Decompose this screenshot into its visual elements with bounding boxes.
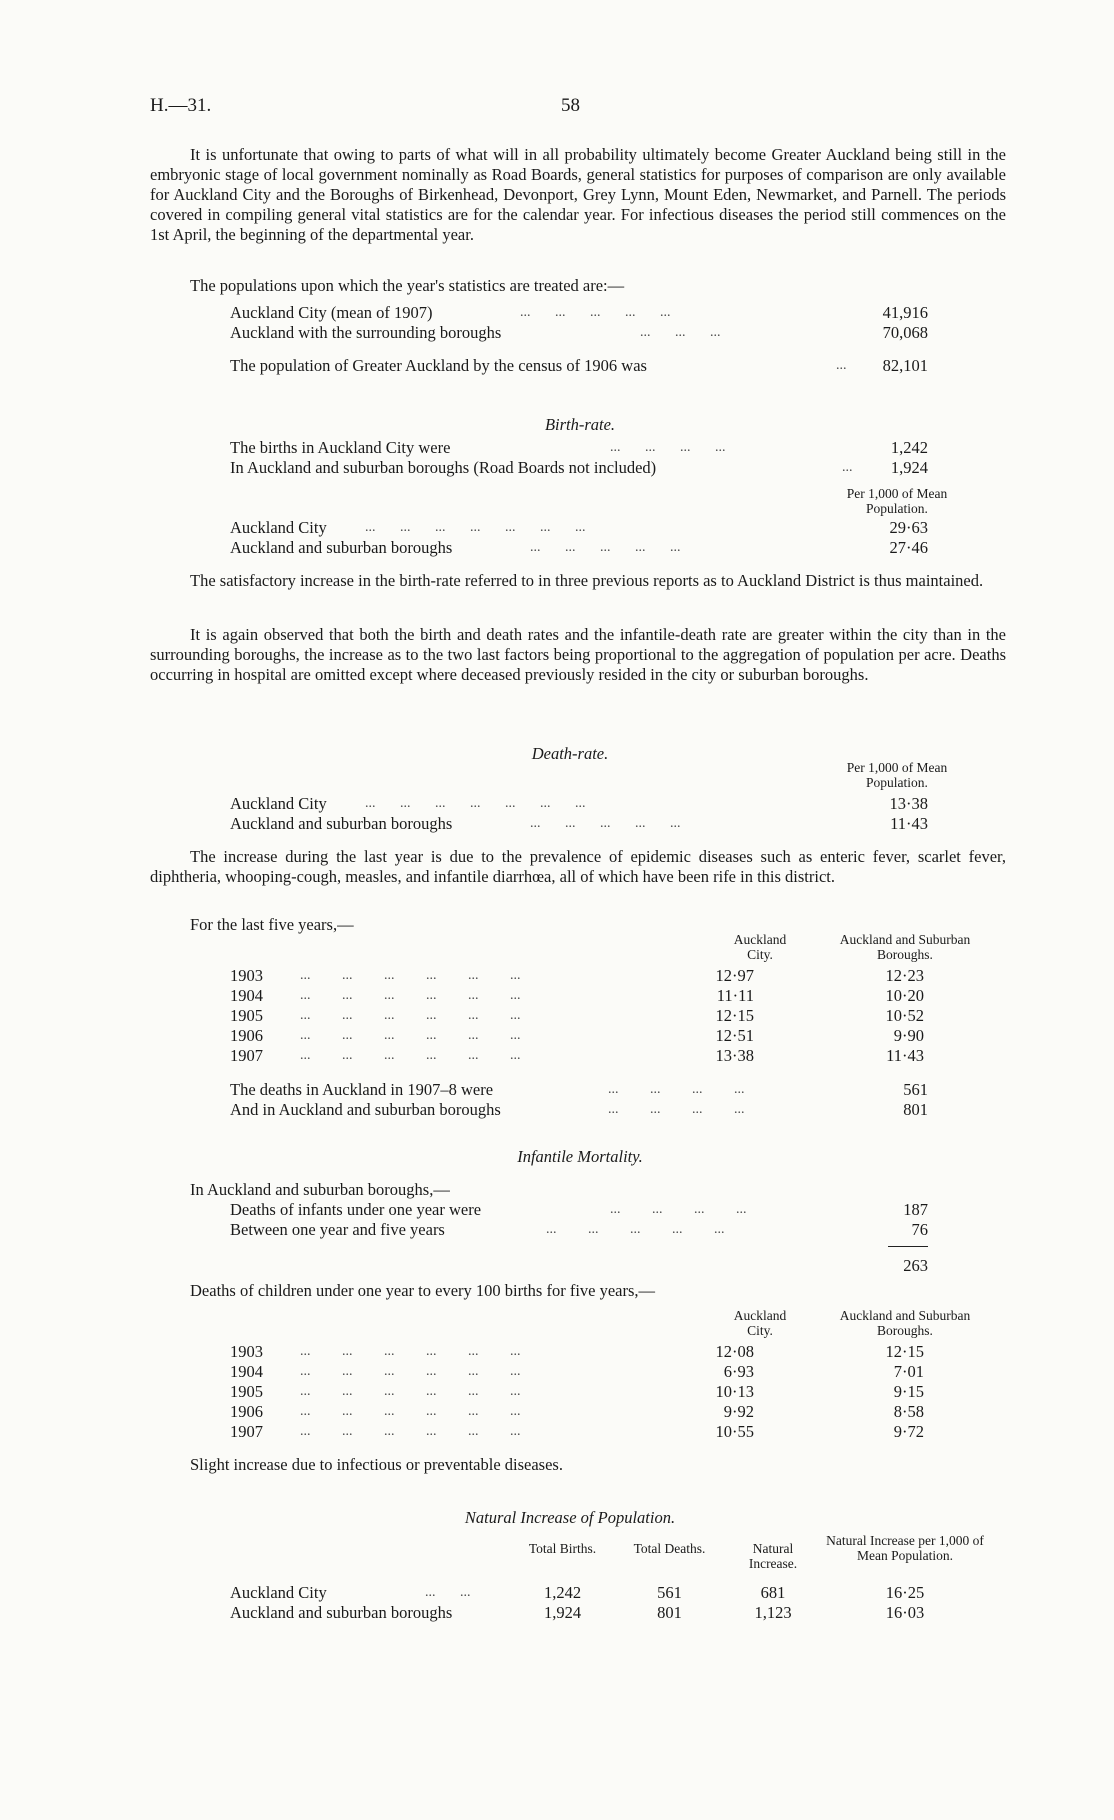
- suburban-value: 10·52: [885, 1006, 924, 1025]
- pop-row-value: 41,916: [882, 303, 928, 322]
- col-header-total-births: Total Births.: [528, 1541, 597, 1556]
- suburban-value: 8·58: [893, 1402, 924, 1421]
- deaths-row-value: 801: [903, 1100, 928, 1119]
- suburban-value: 11·43: [886, 1046, 924, 1065]
- pop-row-label: Auckland City (mean of 1907): [230, 303, 433, 322]
- deaths-row-value: 561: [903, 1080, 928, 1099]
- city-value: 12·08: [715, 1342, 754, 1361]
- births-row-value: 1,242: [890, 438, 928, 457]
- suburban-value: 12·23: [885, 966, 924, 985]
- leader-dots: ... ... ... ...: [610, 1202, 747, 1217]
- leader-dots: ... ... ... ... ... ...: [300, 1344, 521, 1359]
- year-label: 1907: [230, 1046, 263, 1065]
- per100-label: Deaths of children under one year to every 100 births for five years,—: [190, 1281, 656, 1300]
- infantile-mortality-heading: Infantile Mortality.: [517, 1147, 643, 1166]
- year-label: 1904: [230, 1362, 263, 1381]
- births-row-label: The births in Auckland City were: [230, 438, 451, 457]
- year-label: 1906: [230, 1402, 263, 1421]
- deaths-row-label: The deaths in Auckland in 1907–8 were: [230, 1080, 494, 1099]
- leader-dots: ... ... ... ... ...: [530, 816, 681, 831]
- leader-dots: ... ... ... ... ... ...: [300, 1048, 521, 1063]
- leader-dots: ... ... ... ... ... ...: [300, 968, 521, 983]
- leader-dots: ... ... ... ...: [608, 1102, 745, 1117]
- year-label: 1903: [230, 1342, 263, 1361]
- rate-column-header: Per 1,000 of Mean Population.: [846, 760, 948, 790]
- births-row-value: 1,924: [890, 458, 928, 477]
- ni-per1000: 16·25: [885, 1583, 925, 1602]
- city-value: 12·51: [715, 1026, 754, 1045]
- col-header-city: Auckland City.: [733, 1308, 787, 1338]
- year-label: 1905: [230, 1382, 263, 1401]
- page-number: 58: [561, 95, 580, 116]
- natural-increase-heading: Natural Increase of Population.: [464, 1508, 676, 1527]
- leader-dots: ... ... ... ... ...: [520, 305, 671, 320]
- leader-dots: ...: [836, 358, 847, 373]
- leader-dots: ... ... ...: [640, 325, 721, 340]
- suburban-value: 9·15: [893, 1382, 924, 1401]
- city-value: 11·11: [716, 986, 754, 1005]
- suburban-value: 9·72: [893, 1422, 924, 1441]
- five-years-label: For the last five years,—: [190, 915, 354, 934]
- death-rate-row-label: Auckland City: [230, 794, 327, 813]
- ni-births: 1,924: [543, 1603, 582, 1622]
- death-rate-row-value: 11·43: [890, 814, 928, 833]
- ni-deaths: 801: [657, 1603, 682, 1622]
- document-reference: H.—31.: [150, 95, 212, 116]
- births-row-label: In Auckland and suburban boroughs (Road Boards not included): [230, 458, 657, 477]
- leader-dots: ... ... ... ... ... ...: [300, 1028, 521, 1043]
- birth-rate-row-value: 29·63: [889, 518, 928, 537]
- suburban-value: 12·15: [885, 1342, 924, 1361]
- leader-dots: ... ... ... ... ... ... ...: [365, 520, 586, 535]
- ni-births: 1,242: [543, 1583, 582, 1602]
- year-label: 1906: [230, 1026, 263, 1045]
- city-value: 12·97: [715, 966, 754, 985]
- ni-row-label: Auckland and suburban boroughs: [230, 1603, 453, 1622]
- city-value: 10·55: [715, 1422, 754, 1441]
- leader-dots: ... ...: [425, 1585, 471, 1600]
- ni-increase: 1,123: [754, 1603, 792, 1622]
- ni-deaths: 561: [657, 1583, 682, 1602]
- birth-rate-row-label: Auckland City: [230, 518, 327, 537]
- suburban-value: 10·20: [885, 986, 924, 1005]
- leader-dots: ...: [842, 460, 853, 475]
- infantile-row-value: 76: [911, 1220, 928, 1239]
- leader-dots: ... ... ... ... ...: [546, 1222, 725, 1237]
- leader-dots: ... ... ... ... ... ...: [300, 1424, 521, 1439]
- leader-dots: ... ... ... ...: [608, 1082, 745, 1097]
- leader-dots: ... ... ... ... ... ...: [300, 1384, 521, 1399]
- leader-dots: ... ... ... ... ...: [530, 540, 681, 555]
- birth-rate-row-label: Auckland and suburban boroughs: [230, 538, 453, 557]
- pop-row-value: 70,068: [882, 323, 928, 342]
- census-value: 82,101: [882, 356, 928, 375]
- leader-dots: ... ... ... ... ... ...: [300, 1364, 521, 1379]
- deaths-row-label: And in Auckland and suburban boroughs: [230, 1100, 501, 1119]
- infantile-note: Slight increase due to infectious or preventable diseases.: [190, 1455, 563, 1474]
- birth-rate-row-value: 27·46: [889, 538, 928, 557]
- city-value: 10·13: [715, 1382, 754, 1401]
- leader-dots: ... ... ... ...: [610, 440, 726, 455]
- rate-column-header: Per 1,000 of Mean Population.: [846, 486, 948, 516]
- leader-dots: ... ... ... ... ... ...: [300, 1404, 521, 1419]
- col-header-per1000: Natural Increase per 1,000 of Mean Population.: [826, 1533, 984, 1563]
- col-header-suburban: Auckland and Suburban Boroughs.: [839, 1308, 971, 1338]
- year-label: 1907: [230, 1422, 263, 1441]
- col-header-natural-increase: Natural Increase.: [748, 1541, 798, 1571]
- city-value: 9·92: [723, 1402, 754, 1421]
- pop-row-label: Auckland with the surrounding boroughs: [230, 323, 502, 342]
- intro-paragraph: It is unfortunate that owing to parts of what will in all probability ultimately become Greater Auckland being still in the embryonic stage of local government nominally as Road Boards, general statistics for purposes of comparison are only available for Auckland City and the Boroughs of Birkenhead, Devonport, Grey Lynn, Mount Eden, Newmarket, and Parnell. The periods covered in compiling general vital statistics are for the calendar year. For infectious diseases the period still commences on the 1st April, the beginning of the departmental year.: [150, 145, 1006, 244]
- ni-per1000: 16·03: [885, 1603, 925, 1622]
- city-value: 13·38: [715, 1046, 754, 1065]
- birth-rate-heading: Birth-rate.: [544, 415, 616, 434]
- infantile-row-value: 187: [903, 1200, 928, 1219]
- leader-dots: ... ... ... ... ... ...: [300, 1008, 521, 1023]
- populations-intro: The populations upon which the year's statistics are treated are:—: [190, 276, 625, 295]
- leader-dots: ... ... ... ... ... ...: [300, 988, 521, 1003]
- leader-dots: ... ... ... ... ... ... ...: [365, 796, 586, 811]
- death-rate-paragraph: The increase during the last year is due to the prevalence of epidemic diseases such as enteric fever, scarlet fever, diphtheria, whooping-cough, measles, and infantile diarrhœa, all of which have been rife in this district.: [150, 847, 1006, 886]
- birth-rate-paragraph: The satisfactory increase in the birth-rate referred to in three previous reports as to Auckland District is thus maintained.: [190, 571, 984, 590]
- col-header-city: Auckland City.: [733, 932, 787, 962]
- infantile-intro: In Auckland and suburban boroughs,—: [190, 1180, 450, 1199]
- year-label: 1903: [230, 966, 263, 985]
- death-rate-heading: Death-rate.: [531, 744, 609, 763]
- infantile-row-label: Deaths of infants under one year were: [230, 1200, 482, 1219]
- city-value: 12·15: [715, 1006, 754, 1025]
- death-rate-row-value: 13·38: [889, 794, 928, 813]
- city-value: 6·93: [723, 1362, 754, 1381]
- col-header-total-deaths: Total Deaths.: [633, 1541, 706, 1556]
- year-label: 1904: [230, 986, 263, 1005]
- col-header-suburban: Auckland and Suburban Boroughs.: [839, 932, 971, 962]
- ni-increase: 681: [760, 1583, 786, 1602]
- infantile-row-label: Between one year and five years: [230, 1220, 445, 1239]
- death-rate-row-label: Auckland and suburban boroughs: [230, 814, 453, 833]
- birth-death-paragraph: It is again observed that both the birth and death rates and the infantile-death rate are greater within the city than in the surrounding boroughs, the increase as to the two last factors being proportional to the aggregation of population per acre. Deaths occurring in hospital are omitted except where deceased previously resided in the city or suburban boroughs.: [150, 625, 1006, 684]
- suburban-value: 9·90: [893, 1026, 924, 1045]
- suburban-value: 7·01: [893, 1362, 924, 1381]
- ni-row-label: Auckland City: [230, 1583, 327, 1602]
- census-label: The population of Greater Auckland by the census of 1906 was: [230, 356, 647, 375]
- infantile-total: 263: [903, 1256, 928, 1275]
- year-label: 1905: [230, 1006, 263, 1025]
- sum-rule: [888, 1246, 928, 1247]
